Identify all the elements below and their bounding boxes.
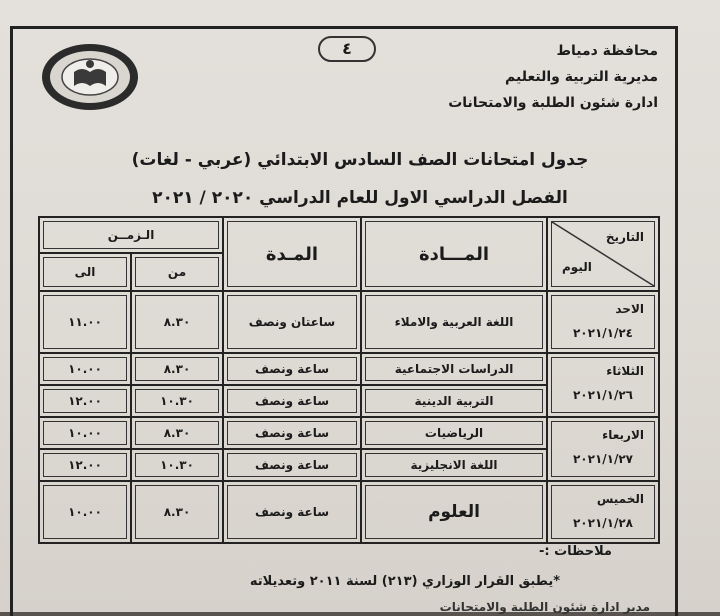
table-header-row xyxy=(39,217,659,253)
day-cell: الخميس ٢٠٢١/١/٢٨ xyxy=(547,481,659,543)
to-cell: ١٠.٠٠ xyxy=(39,417,131,449)
to-cell: ١٢.٠٠ xyxy=(39,385,131,417)
day-cell: الثلاثاء ٢٠٢١/١/٢٦ xyxy=(547,353,659,417)
subject-cell: الدراسات الاجتماعية xyxy=(361,353,547,385)
duration-cell: ساعة ونصف xyxy=(223,353,361,385)
subject-cell: اللغة العربية والاملاء xyxy=(361,291,547,353)
from-cell: ٨.٣٠ xyxy=(131,353,223,385)
header-time: الـزمــن xyxy=(39,217,223,253)
from-cell: ١٠.٣٠ xyxy=(131,449,223,481)
header-subject: المـــادة xyxy=(361,217,547,291)
to-cell: ١٠.٠٠ xyxy=(39,353,131,385)
duration-cell: ساعة ونصف xyxy=(223,449,361,481)
to-cell: ١٢.٠٠ xyxy=(39,449,131,481)
duration-cell: ساعة ونصف xyxy=(223,481,361,543)
footer-signature-line: مدير ادارة شئون الطلبة والامتحانات xyxy=(439,600,650,614)
header-duration: المـدة xyxy=(223,217,361,291)
subject-cell: الرياضيات xyxy=(361,417,547,449)
header-governorate: محافظة دمياط xyxy=(556,43,658,59)
duration-cell: ساعة ونصف xyxy=(223,385,361,417)
subject-cell: التربية الدينية xyxy=(361,385,547,417)
ministerial-decree-note: *يطبق القرار الوزاري (٢١٣) لسنة ٢٠١١ وتعديلاته xyxy=(249,574,560,589)
subject-cell: العلوم xyxy=(361,481,547,543)
day-cell: الاحد ٢٠٢١/١/٢٤ xyxy=(547,291,659,353)
schedule-title: جدول امتحانات الصف السادس الابتدائي (عربي - لغات) xyxy=(131,150,589,170)
table-row xyxy=(39,353,659,385)
subject-cell: اللغة الانجليزية xyxy=(361,449,547,481)
from-cell: ٨.٣٠ xyxy=(131,417,223,449)
header-block xyxy=(398,38,658,116)
duration-cell: ساعتان ونصف xyxy=(223,291,361,353)
header-date-day xyxy=(547,217,659,291)
from-cell: ١٠.٣٠ xyxy=(131,385,223,417)
header-to: الى xyxy=(39,253,131,291)
duration-cell: ساعة ونصف xyxy=(223,417,361,449)
semester-title: الفصل الدراسي الاول للعام الدراسي ٢٠٢٠ / ٢٠٢١ xyxy=(152,188,568,208)
to-cell: ١٠.٠٠ xyxy=(39,481,131,543)
header-date: التاريخ xyxy=(605,230,644,244)
exam-schedule-table xyxy=(38,216,660,544)
table-row xyxy=(39,481,659,543)
header-directorate: مديرية التربية والتعليم xyxy=(505,69,658,85)
header-administration: ادارة شئون الطلبة والامتحانات xyxy=(448,95,658,111)
from-cell: ٨.٣٠ xyxy=(131,481,223,543)
book-seal-logo-icon xyxy=(40,42,140,112)
from-cell: ٨.٣٠ xyxy=(131,291,223,353)
table-row xyxy=(39,291,659,353)
header-from: من xyxy=(131,253,223,291)
to-cell: ١١.٠٠ xyxy=(39,291,131,353)
header-day: اليوم xyxy=(562,260,592,274)
notes-label: ملاحظات :- xyxy=(538,544,612,559)
day-cell: الاربعاء ٢٠٢١/١/٢٧ xyxy=(547,417,659,481)
page-number: ٤ xyxy=(318,36,376,62)
table-row xyxy=(39,417,659,449)
